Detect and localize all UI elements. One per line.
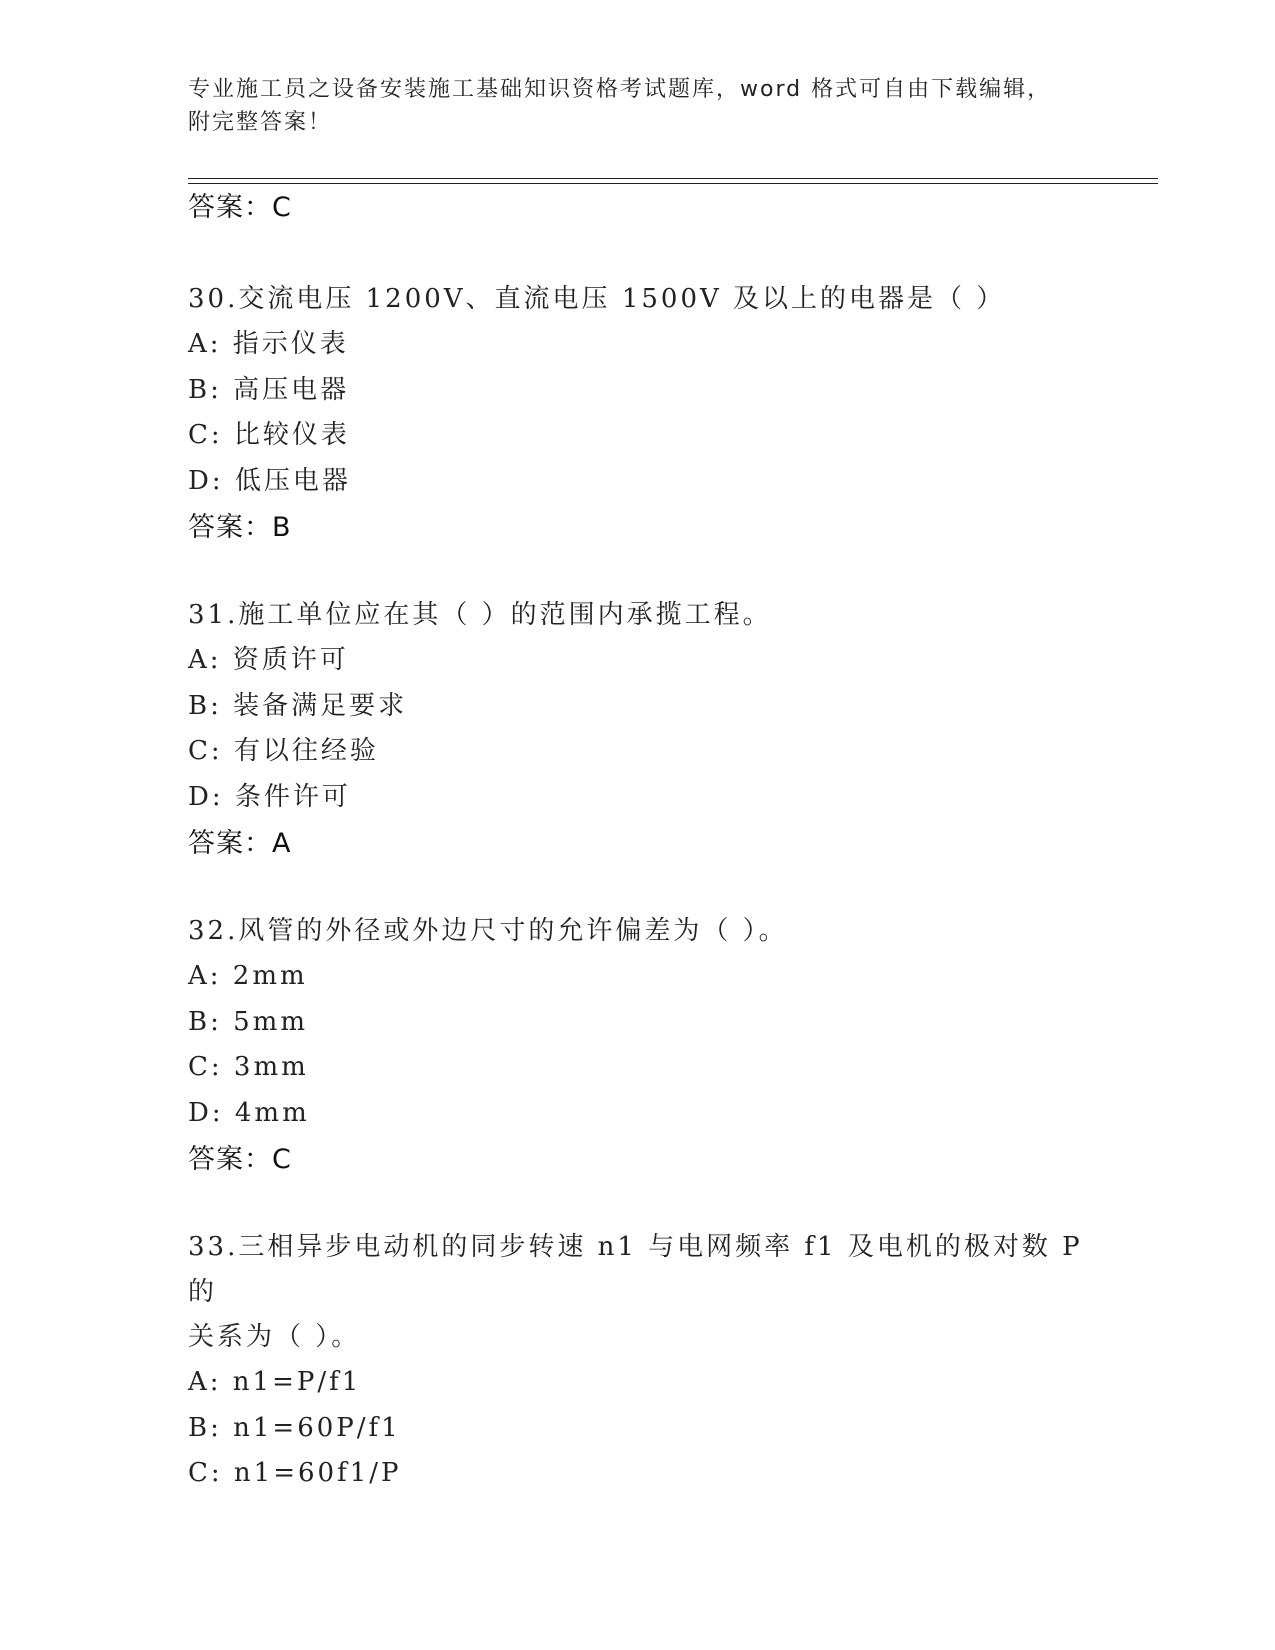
option-c: C: 比较仪表 [188, 420, 350, 451]
question-answer: 答案：C [188, 1143, 292, 1175]
option-b: B: 装备满足要求 [188, 690, 408, 721]
option-c: C: 3mm [188, 1052, 309, 1083]
header-divider-bottom [188, 183, 1158, 184]
option-d: D: 条件许可 [188, 782, 351, 813]
question-text-line-1: 33.三相异步电动机的同步转速 n1 与电网频率 f1 及电机的极对数 P 的 [188, 1232, 1083, 1307]
question-33 [188, 1225, 1088, 1497]
question-text: 31.施工单位应在其（ ）的范围内承揽工程。 [188, 600, 772, 630]
question-31 [188, 593, 1088, 866]
question-answer: 答案：A [188, 827, 292, 859]
question-32 [188, 909, 1088, 1182]
option-a: A: 指示仪表 [188, 329, 349, 359]
option-a: A: 2mm [188, 961, 308, 991]
option-a: A: 资质许可 [188, 645, 349, 675]
previous-answer: 答案：C [188, 192, 292, 223]
question-30 [188, 277, 1088, 550]
option-d: D: 4mm [188, 1098, 310, 1129]
header-line-1: 专业施工员之设备安装施工基础知识资格考试题库，word 格式可自由下载编辑， [188, 77, 1052, 102]
option-d: D: 低压电器 [188, 466, 351, 497]
option-b: B: 高压电器 [188, 374, 350, 405]
document-header [188, 73, 1088, 139]
option-b: B: n1=60P/f1 [188, 1412, 401, 1443]
option-b: B: 5mm [188, 1006, 308, 1037]
header-line-2: 附完整答案！ [188, 110, 333, 135]
option-c: C: 有以往经验 [188, 736, 379, 767]
question-text: 30.交流电压 1200V、直流电压 1500V 及以上的电器是（ ） [188, 284, 1006, 314]
option-a: A: n1=P/f1 [188, 1367, 362, 1397]
header-divider-top [188, 178, 1158, 179]
question-text-line-2: 关系为（ ）。 [188, 1322, 361, 1352]
question-text: 32.风管的外径或外边尺寸的允许偏差为（ ）。 [188, 916, 788, 946]
question-answer: 答案：B [188, 511, 292, 543]
option-c: C: n1=60f1/P [188, 1458, 402, 1489]
